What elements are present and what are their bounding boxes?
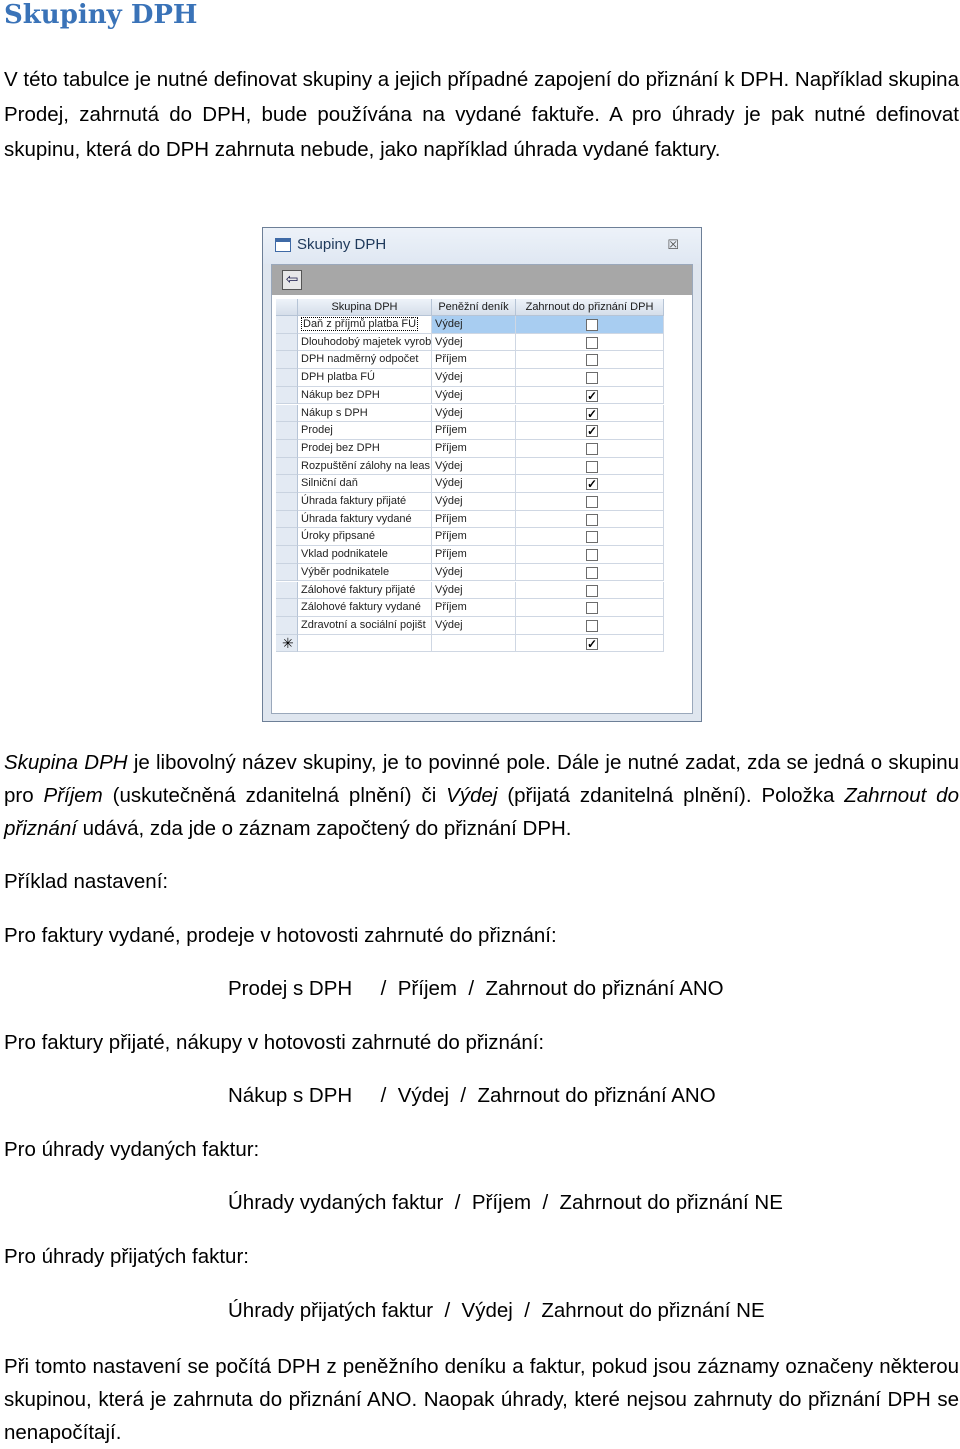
datasheet-grid — [276, 299, 688, 699]
cell-denik[interactable]: Příjem — [432, 546, 516, 564]
row-selector[interactable] — [276, 528, 298, 546]
cell-skupina[interactable] — [298, 599, 432, 617]
checkbox[interactable]: ✓ — [587, 424, 598, 439]
cell-denik[interactable]: Výdej — [432, 458, 516, 476]
row-selector[interactable] — [276, 440, 298, 458]
cell-skupina[interactable] — [298, 617, 432, 635]
cell-skupina-text: DPH nadměrný odpočet — [301, 353, 419, 366]
example-1-label: Pro faktury vydané, prodeje v hotovosti zahrnuté do přiznání: — [4, 924, 557, 947]
cell-denik[interactable]: Příjem — [432, 440, 516, 458]
checkbox-new[interactable]: ✓ — [587, 636, 598, 651]
exit-door-icon[interactable]: ⇦ — [282, 270, 302, 290]
cell-denik[interactable]: Výdej — [432, 582, 516, 600]
cell-skupina-text: Nákup bez DPH — [301, 388, 380, 401]
row-selector[interactable] — [276, 475, 298, 493]
cell-denik[interactable]: Výdej — [432, 493, 516, 511]
skupiny-dph-window — [262, 227, 702, 722]
checkbox[interactable] — [586, 549, 598, 561]
row-selector[interactable] — [276, 316, 298, 334]
cell-skupina-text: Úroky připsané — [301, 530, 375, 543]
example-1-value: Prodej s DPH / Příjem / Zahrnout do přiznání ANO — [228, 977, 724, 1000]
cell-skupina[interactable] — [298, 528, 432, 546]
window-titlebar — [263, 228, 701, 264]
toolbar — [272, 265, 692, 295]
cell-skupina[interactable] — [298, 334, 432, 352]
cell-skupina[interactable] — [298, 351, 432, 369]
cell-denik-new[interactable] — [432, 635, 516, 653]
checkbox[interactable] — [586, 620, 598, 632]
cell-skupina[interactable] — [298, 440, 432, 458]
cell-skupina-text: Výběr podnikatele — [301, 565, 390, 578]
cell-skupina-text: Daň z příjmů platba FÚ — [303, 318, 417, 330]
row-selector[interactable] — [276, 458, 298, 476]
cell-skupina-text: Zálohové faktury vydané — [301, 601, 421, 614]
column-header-denik[interactable]: Peněžní deník — [432, 299, 516, 316]
form-icon — [275, 238, 291, 252]
cell-skupina[interactable] — [298, 458, 432, 476]
checkbox[interactable]: ✓ — [587, 406, 598, 421]
cell-skupina-text: Prodej — [301, 424, 333, 437]
cell-denik[interactable]: Výdej — [432, 387, 516, 405]
cell-skupina[interactable] — [298, 546, 432, 564]
checkbox[interactable] — [586, 372, 598, 384]
cell-skupina[interactable] — [298, 582, 432, 600]
cell-denik[interactable]: Výdej — [432, 316, 516, 334]
checkbox[interactable] — [586, 496, 598, 508]
row-selector[interactable] — [276, 369, 298, 387]
example-2-value: Nákup s DPH / Výdej / Zahrnout do přiznání ANO — [228, 1084, 716, 1107]
row-selector[interactable] — [276, 511, 298, 529]
row-selector[interactable] — [276, 617, 298, 635]
cell-skupina-text: DPH platba FÚ — [301, 371, 375, 384]
checkbox[interactable] — [586, 461, 598, 473]
cell-denik[interactable]: Příjem — [432, 351, 516, 369]
checkbox[interactable] — [586, 354, 598, 366]
cell-denik[interactable]: Příjem — [432, 599, 516, 617]
checkbox[interactable] — [586, 319, 598, 331]
row-selector[interactable] — [276, 599, 298, 617]
checkbox[interactable]: ✓ — [587, 388, 598, 403]
cell-denik[interactable]: Příjem — [432, 528, 516, 546]
checkbox[interactable] — [586, 531, 598, 543]
new-row-selector[interactable] — [276, 635, 298, 653]
example-2-label: Pro faktury přijaté, nákupy v hotovosti zahrnuté do přiznání: — [4, 1031, 545, 1054]
checkbox[interactable] — [586, 585, 598, 597]
column-header-skupina[interactable]: Skupina DPH — [298, 299, 432, 316]
cell-skupina[interactable] — [298, 405, 432, 423]
cell-denik[interactable]: Výdej — [432, 405, 516, 423]
cell-denik[interactable]: Výdej — [432, 475, 516, 493]
cell-denik[interactable]: Příjem — [432, 511, 516, 529]
cell-skupina[interactable] — [298, 422, 432, 440]
cell-skupina-text: Prodej bez DPH — [301, 441, 380, 454]
column-header-zahrnout[interactable]: Zahrnout do přiznání DPH — [516, 299, 664, 316]
cell-skupina-text: Vklad podnikatele — [301, 548, 388, 561]
example-label: Příklad nastavení: — [4, 870, 169, 893]
checkbox[interactable]: ✓ — [587, 477, 598, 492]
cell-skupina-text: Úhrada faktury přijaté — [301, 495, 407, 507]
cell-skupina-text: Úhrada faktury vydané — [301, 512, 412, 525]
cell-skupina[interactable] — [298, 511, 432, 529]
cell-skupina[interactable] — [298, 493, 432, 511]
cell-skupina-text: Nákup s DPH — [301, 406, 368, 419]
row-selector[interactable] — [276, 582, 298, 600]
example-3-value: Úhrady vydaných faktur / Příjem / Zahrnout do přiznání NE — [228, 1191, 783, 1214]
cell-skupina[interactable] — [298, 475, 432, 493]
checkbox[interactable] — [586, 567, 598, 579]
cell-skupina[interactable] — [298, 369, 432, 387]
cell-skupina-text: Silniční daň — [301, 477, 358, 490]
page-title: Skupiny DPH — [4, 0, 198, 30]
cell-denik[interactable]: Výdej — [432, 334, 516, 352]
cell-skupina-text: Zdravotní a sociální pojišt — [301, 618, 426, 631]
cell-skupina-text: Zálohové faktury přijaté — [301, 583, 416, 596]
description-paragraph: Skupina DPH je libovolný název skupiny, je to povinné pole. Dále je nutné zadat, zda se jedná o skupinu pro Příjem (uskutečněná zdanitelná plnění) či Výdej (přijatá zdanitelná plnění). Položka Zahrnout do přiznání udává, zda jde o záznam započtený do přiznání DPH. — [4, 751, 959, 840]
select-all-corner[interactable] — [276, 299, 298, 316]
row-selector[interactable] — [276, 351, 298, 369]
row-selector[interactable] — [276, 334, 298, 352]
checkbox[interactable] — [586, 602, 598, 614]
closing-paragraph: Při tomto nastavení se počítá DPH z peněžního deníku a faktur, pokud jsou záznamy označeny některou skupinou, která je zahrnuta do přiznání ANO. Naopak úhrady, které nejsou zahrnuty do přiznání DPH se nenapočítají. — [4, 1355, 959, 1444]
checkbox[interactable] — [586, 337, 598, 349]
checkbox[interactable] — [586, 443, 598, 455]
close-icon[interactable]: ☒ — [667, 237, 679, 252]
cell-skupina-text: Rozpuštění zálohy na leas — [301, 459, 431, 472]
example-4-label: Pro úhrady přijatých faktur: — [4, 1245, 249, 1268]
row-selector[interactable] — [276, 387, 298, 405]
cell-skupina-text: Dlouhodobý majetek vyrob — [301, 335, 432, 348]
row-selector[interactable] — [276, 405, 298, 423]
cell-denik[interactable]: Příjem — [432, 422, 516, 440]
example-3-label: Pro úhrady vydaných faktur: — [4, 1138, 260, 1161]
window-body — [271, 264, 693, 714]
row-selector[interactable] — [276, 564, 298, 582]
cell-denik[interactable]: Výdej — [432, 617, 516, 635]
cell-skupina[interactable] — [298, 387, 432, 405]
row-selector[interactable] — [276, 493, 298, 511]
cell-skupina[interactable] — [298, 316, 432, 334]
cell-skupina-new[interactable] — [298, 635, 432, 653]
window-title: Skupiny DPH — [297, 236, 387, 253]
row-selector[interactable] — [276, 546, 298, 564]
new-record-icon: ✳ — [282, 634, 294, 651]
cell-denik[interactable]: Výdej — [432, 369, 516, 387]
row-selector[interactable] — [276, 422, 298, 440]
checkbox[interactable] — [586, 514, 598, 526]
example-4-value: Úhrady přijatých faktur / Výdej / Zahrnout do přiznání NE — [228, 1299, 765, 1322]
cell-denik[interactable]: Výdej — [432, 564, 516, 582]
intro-paragraph: V této tabulce je nutné definovat skupiny a jejich případné zapojení do přiznání k DPH. Například skupina Prodej, zahrnutá do DPH, bude používána na vydané faktuře. A pro úhrady je pak nutné definovat skupinu, která do DPH zahrnuta nebude, jako například úhrada vydané faktury. — [4, 68, 959, 161]
cell-skupina[interactable] — [298, 564, 432, 582]
